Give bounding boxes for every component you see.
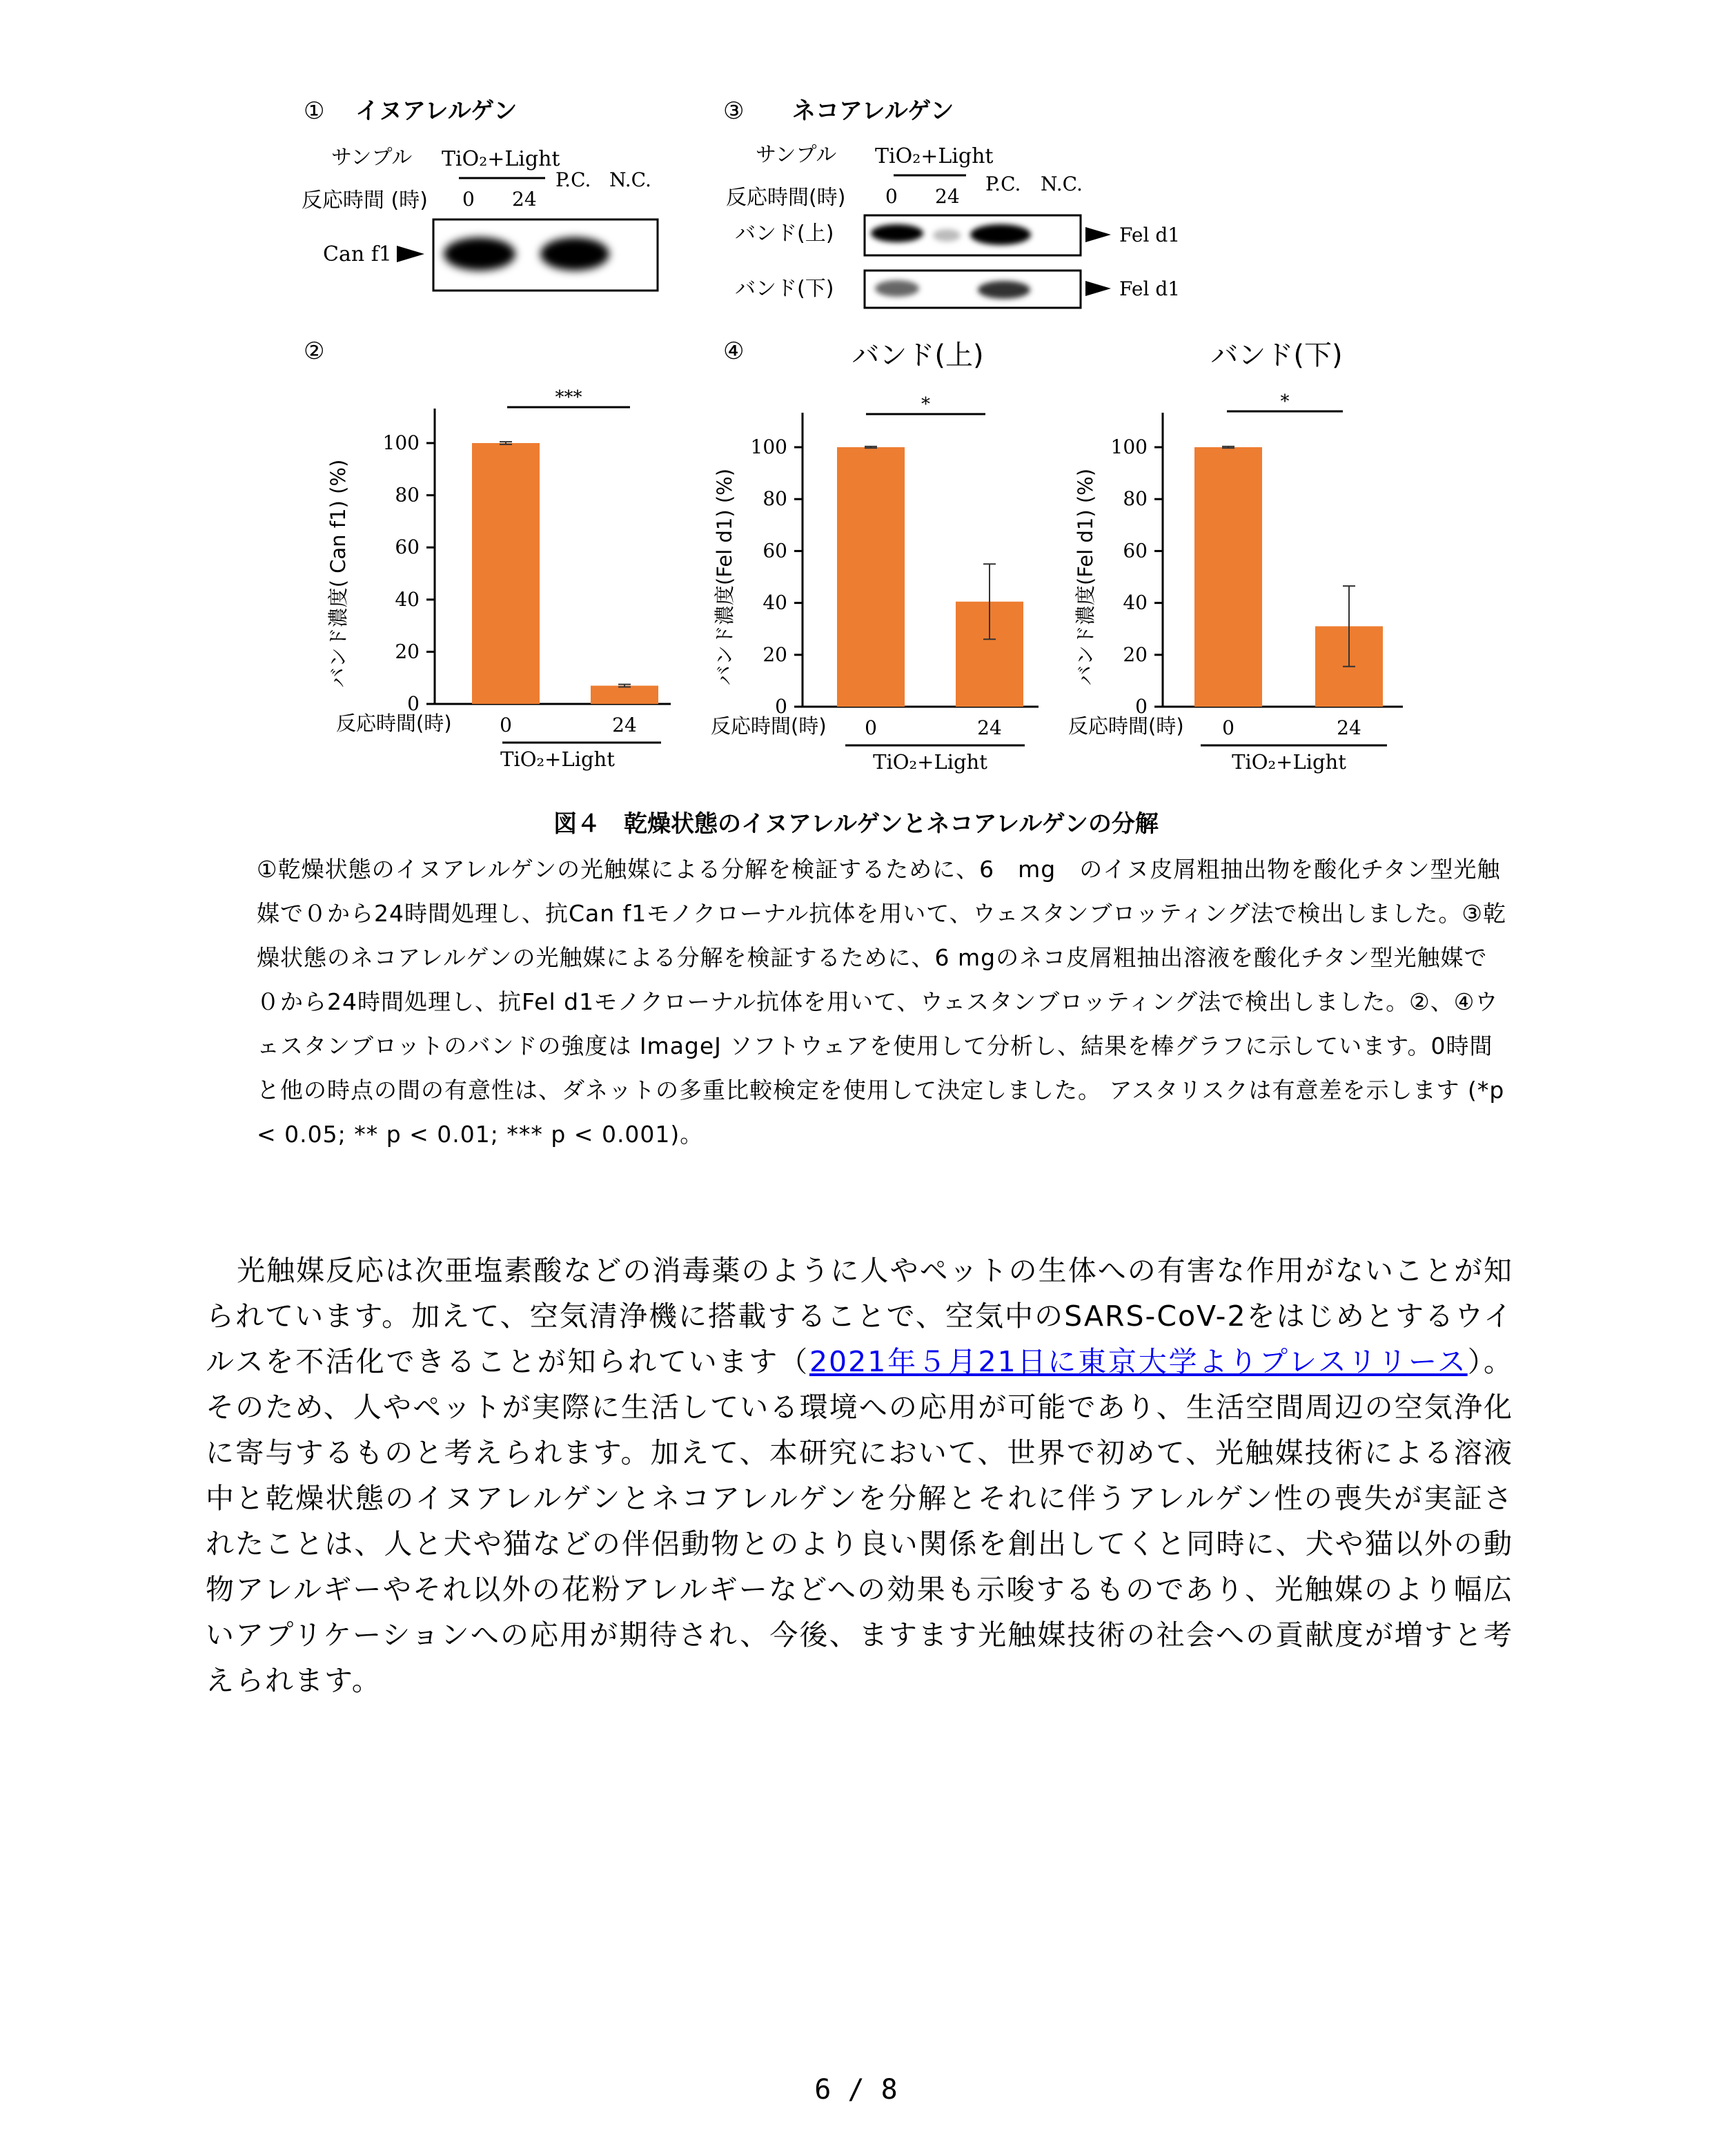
panel3-band-upper-label: バンド(上): [735, 222, 834, 246]
panel3-western-blot-lower: [865, 271, 1081, 308]
panel3-marker: ③: [723, 97, 745, 125]
x-tick-label: 24: [612, 714, 637, 736]
panel3-western-blot-upper: [865, 215, 1081, 255]
page-number: 6 / 8: [814, 2074, 898, 2106]
x-tick-label: 0: [865, 716, 877, 739]
y-tick-label: 100: [382, 431, 420, 454]
panel3-arrow-upper-icon: [1085, 227, 1111, 242]
group-label: TiO₂+Light: [1232, 750, 1346, 774]
main-paragraph: [206, 1248, 1513, 1703]
y-tick-label: 40: [395, 587, 420, 611]
figure-caption-title: 図４ 乾燥状態のイヌアレルゲンとネコアレルゲンの分解: [553, 810, 1159, 838]
main-text-after-link: ）。そのため、人やペットが実際に生活している環境への応用が可能であり、生活空間周辺の空気浄化に寄与するものと考えられます。加えて、本研究において、世界で初めて、光触媒技術による溶液中と乾燥状態のイヌアレルゲンとネコアレルゲンを分解とそれに伴うアレルゲン性の喪失が実証されたことは、人と犬や猫などの伴侶動物とのより良い関係を創出してくと同時に、犬や猫以外の動物アレルギーやそれ以外の花粉アレルギーなどへの効果も示唆するものであり、光触媒のより幅広いアプリケーションへの応用が期待され、今後、ますます光触媒技術の社会への貢献度が増すと考えられます。: [206, 1345, 1513, 1697]
panel3-nc-label: N.C.: [1041, 173, 1083, 195]
y-tick-label: 0: [1135, 695, 1148, 718]
significance-label: *: [1280, 391, 1290, 412]
group-label: TiO₂+Light: [873, 750, 987, 774]
y-tick-label: 0: [775, 695, 787, 718]
y-tick-label: 80: [762, 487, 787, 511]
y-tick-label: 0: [407, 692, 420, 715]
panel4-marker: ④: [723, 337, 745, 365]
panel1-time-0: 0: [462, 188, 475, 210]
panel3-title: ネコアレルゲン: [792, 97, 954, 125]
panel3-sample-label: サンプル: [756, 143, 837, 167]
panel3-time-0: 0: [885, 185, 898, 208]
x-tick-label: 0: [1222, 716, 1234, 739]
panel3-pc-label: P.C.: [985, 173, 1021, 195]
panel1-nc-label: N.C.: [609, 168, 651, 191]
bar: [472, 443, 540, 704]
x-tick-label: 0: [500, 714, 512, 736]
panel1-band-label: Can f1: [323, 242, 392, 266]
panel1-sample-label: サンプル: [331, 146, 413, 170]
figure-caption-body: [257, 847, 1509, 1157]
group-label: TiO₂+Light: [500, 747, 615, 771]
panel1-western-blot: [433, 219, 658, 291]
y-axis-label: バンド濃度( Can f1) (%): [326, 459, 350, 688]
press-release-link[interactable]: 2021年５月21日に東京大学よりプレスリリース: [809, 1345, 1468, 1378]
y-tick-label: 20: [395, 640, 420, 663]
figure-caption-text: ①乾燥状態のイヌアレルゲンの光触媒による分解を検証するために、6 mg のイヌ皮屑粗抽出物を酸化チタン型光触媒で０から24時間処理し、抗Can f1モノクローナル抗体を用いて、ウェスタンブロッティング法で検出しました。③乾燥状態のネコアレルゲンの光触媒による分解を検証するために、6 mgのネコ皮屑粗抽出溶液を酸化チタン型光触媒で０から24時間処理し、抗Fel d1モノクローナル抗体を用いて、ウェスタンブロッティング法で検出しました。②、④ウェスタンブロットのバンドの強度は ImageJ ソフトウェアを使用して分析し、結果を棒グラフに示しています。0時間と他の時点の間の有意性は、ダネットの多重比較検定を使用して決定しました。 アスタリスクは有意差を示します (*p < 0.05; ** p < 0.01; *** p < 0.001)。: [257, 856, 1506, 1148]
bar: [1194, 447, 1262, 707]
main-paragraph-text: [206, 1248, 1513, 1703]
panel1-time-label: 反応時間 (時): [302, 188, 428, 213]
panel3-protein-lower: Fel d1: [1119, 277, 1181, 300]
y-tick-label: 60: [1123, 539, 1148, 562]
x-axis-label: 反応時間(時): [711, 714, 827, 738]
panel3-band-lower-label: バンド(下): [735, 277, 834, 301]
y-tick-label: 20: [1123, 643, 1148, 666]
y-tick-label: 100: [1110, 435, 1148, 458]
panel3-protein-upper: Fel d1: [1119, 224, 1181, 246]
panel2-marker: ②: [304, 337, 325, 365]
chart-title: バンド(下): [1210, 340, 1343, 371]
y-tick-label: 80: [395, 483, 420, 507]
y-tick-label: 40: [1123, 591, 1148, 614]
panel1-marker: ①: [304, 97, 325, 125]
y-tick-label: 100: [750, 435, 787, 458]
chart-fel-d1-upper: [711, 340, 1039, 774]
panel1-treatment-label: TiO₂+Light: [442, 147, 560, 171]
main-text-before-link: 光触媒反応は次亜塩素酸などの消毒薬のように人やペットの生体への有害な作用がないことが知られています。加えて、空気清浄機に搭載することで、空気中のSARS-CoV-2をはじめとするウイルスを不活化できることが知られています（: [206, 1254, 1513, 1378]
panel1-time-24: 24: [512, 188, 537, 210]
x-tick-label: 24: [1337, 716, 1361, 739]
bar: [591, 686, 658, 704]
x-axis-label: 反応時間(時): [336, 712, 452, 735]
y-axis-label: バンド濃度(Fel d1) (%): [713, 468, 736, 686]
y-tick-label: 80: [1123, 487, 1148, 511]
y-tick-label: 60: [395, 536, 420, 559]
y-tick-label: 40: [762, 591, 787, 614]
figure-4: [0, 0, 1712, 794]
y-axis-label: バンド濃度(Fel d1) (%): [1074, 468, 1097, 686]
significance-label: *: [921, 394, 930, 415]
significance-label: ***: [555, 387, 582, 408]
bar: [837, 447, 905, 707]
panel3-treatment-label: TiO₂+Light: [875, 144, 994, 168]
x-tick-label: 24: [977, 716, 1002, 739]
y-tick-label: 60: [762, 539, 787, 562]
panel1-arrow-icon: [397, 246, 424, 262]
panel3-time-24: 24: [935, 185, 960, 208]
panel3-time-label: 反応時間(時): [726, 186, 846, 210]
chart-title: バンド(上): [852, 340, 984, 371]
x-axis-label: 反応時間(時): [1068, 714, 1184, 738]
chart-fel-d1-lower: [1068, 340, 1403, 774]
panel3-arrow-lower-icon: [1085, 281, 1111, 296]
panel1-title: イヌアレルゲン: [355, 97, 518, 125]
chart-can-f1: [326, 387, 671, 771]
y-tick-label: 20: [762, 643, 787, 666]
panel1-pc-label: P.C.: [555, 168, 591, 191]
